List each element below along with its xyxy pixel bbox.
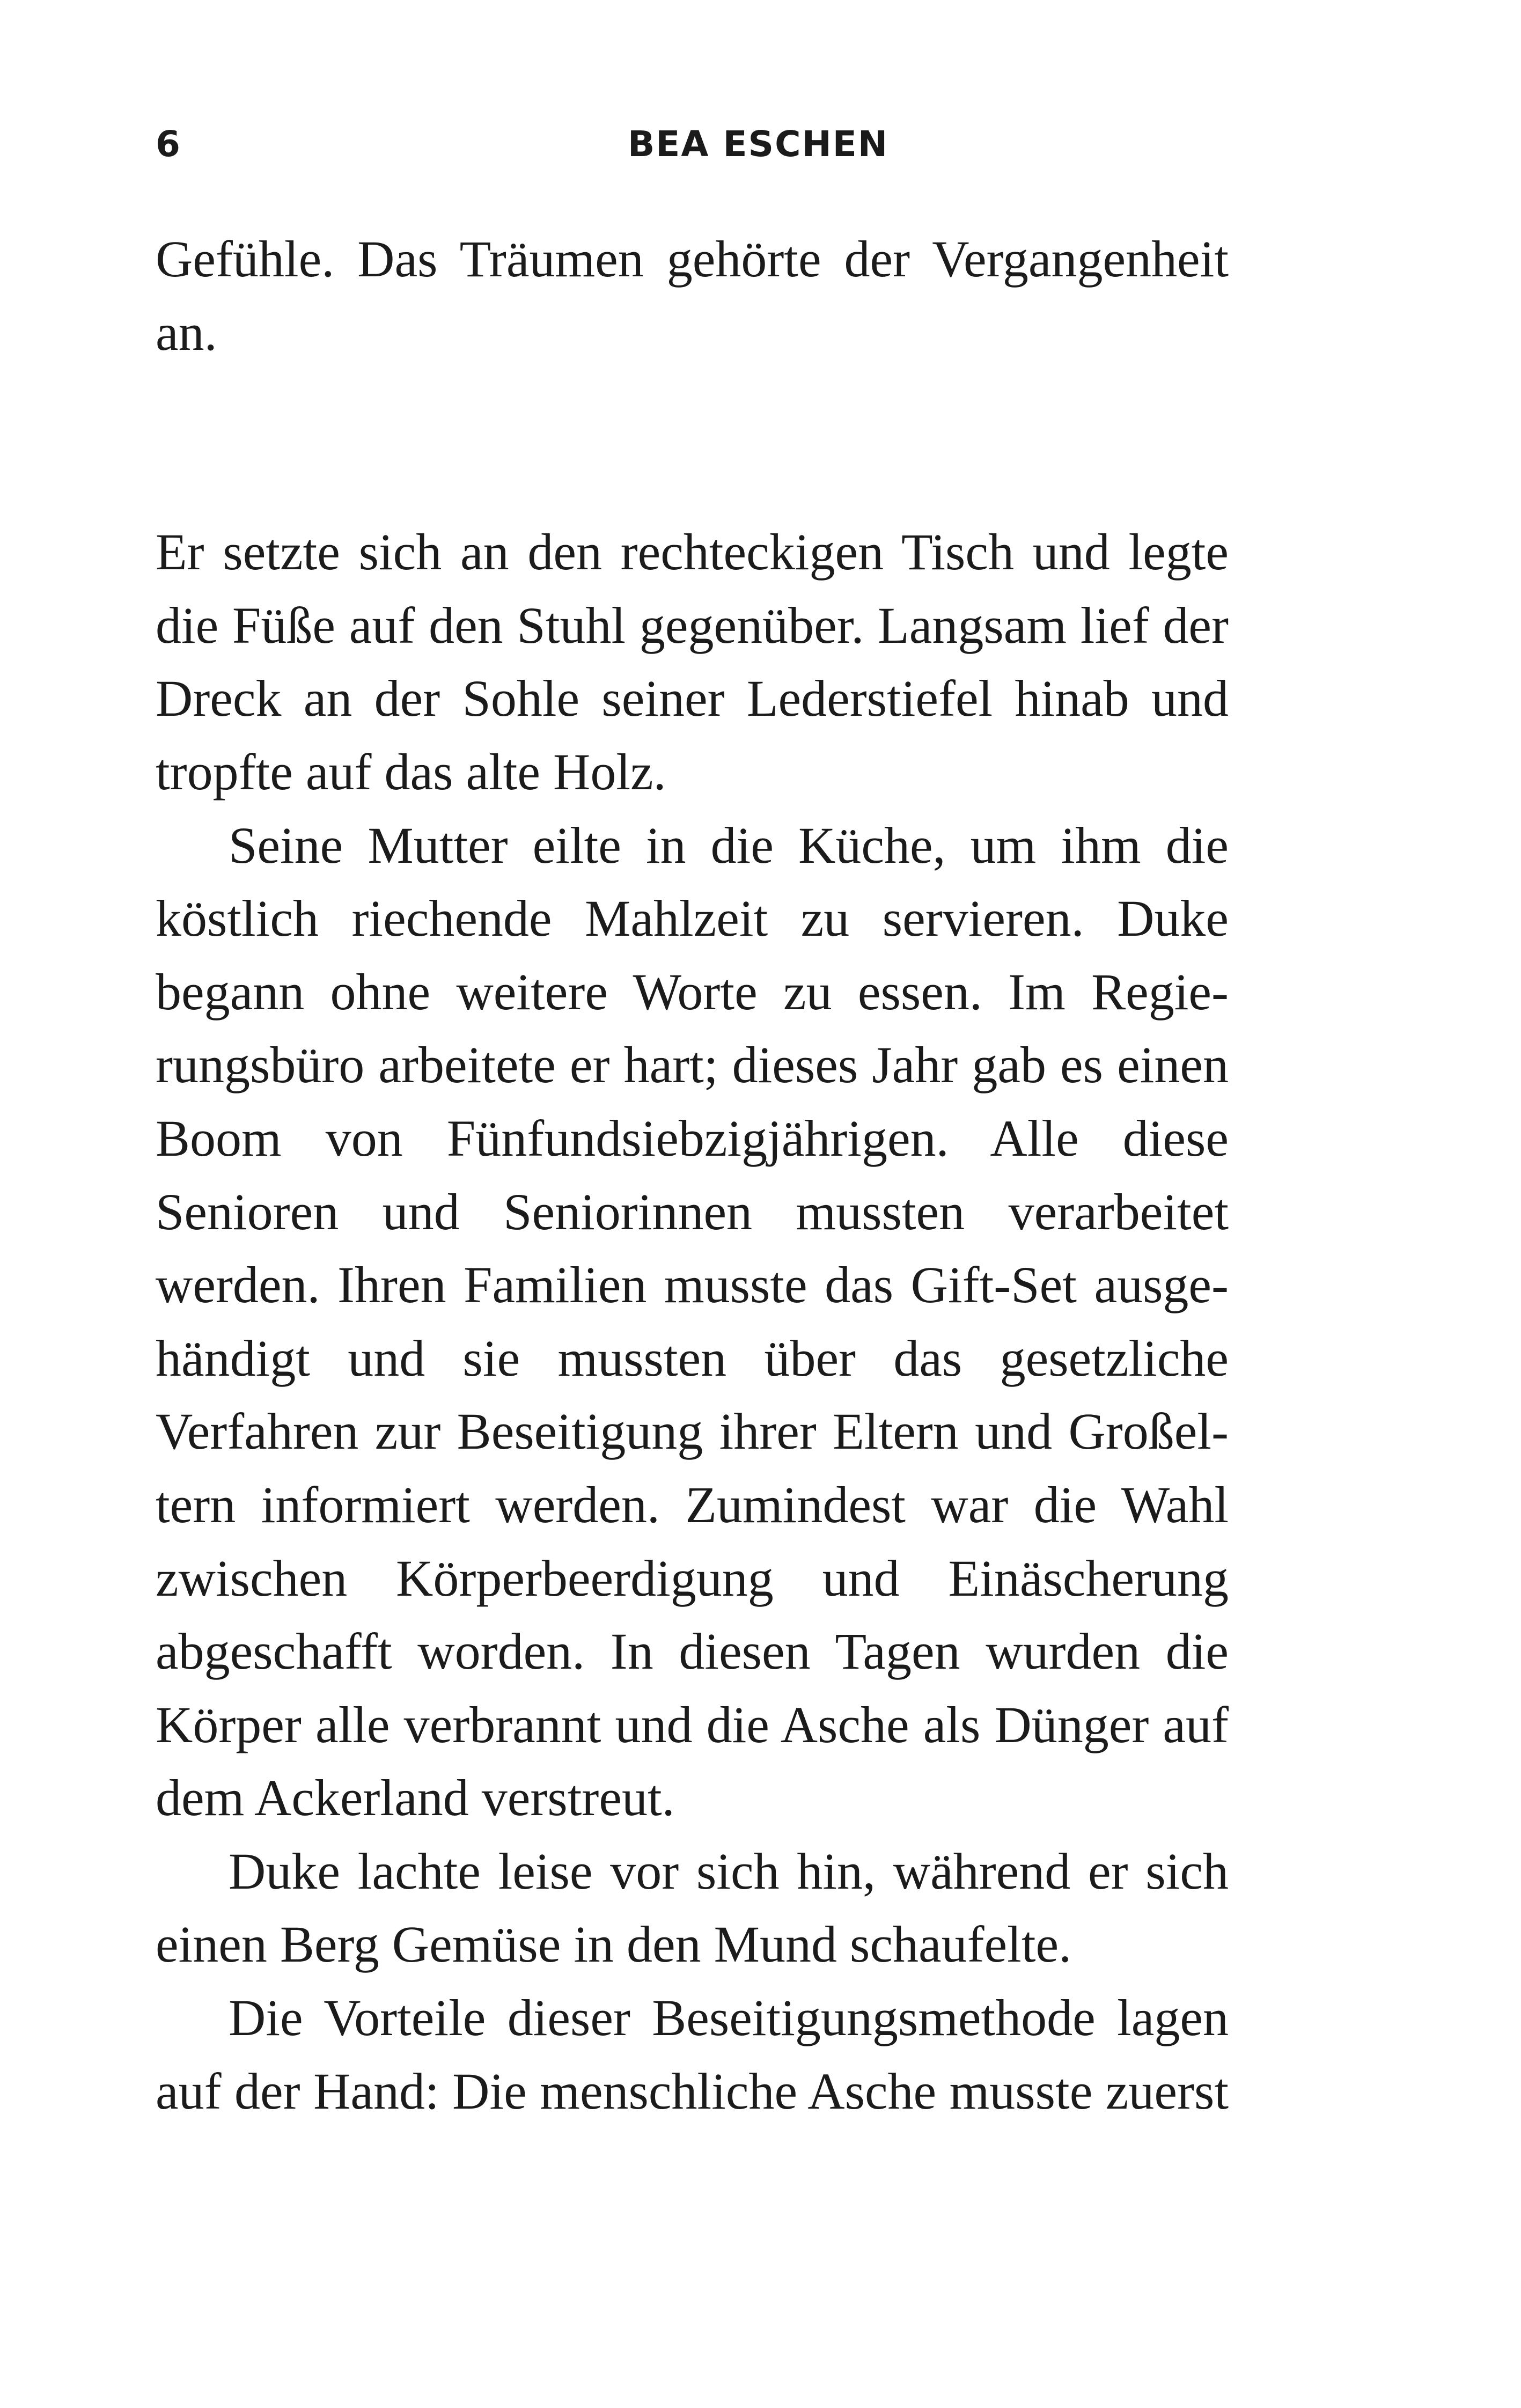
paragraph-2 — [156, 516, 1229, 809]
text-line: köstlich riechende Mahlzeit zu servieren. Duke — [156, 890, 1229, 948]
paragraph-1 — [156, 223, 1229, 369]
text-line: tern informiert werden. Zumindest war die Wahl — [156, 1475, 1229, 1533]
text-line: Senioren und Seniorinnen mussten verarbeitet — [156, 1183, 1229, 1240]
text-line: tropfte auf das alte Holz. — [156, 743, 666, 801]
body-text — [156, 223, 1229, 2128]
text-line: Duke lachte leise vor sich hin, während er sich — [229, 1842, 1229, 1900]
text-line: an. — [156, 303, 217, 361]
text-line: einen Berg Gemüse in den Mund schaufelte. — [156, 1915, 1072, 1973]
text-line: auf der Hand: Die menschliche Asche musste zuerst — [156, 2062, 1229, 2120]
paragraph-5 — [156, 1981, 1229, 2128]
text-line: dem Ackerland verstreut. — [156, 1769, 675, 1827]
text-line: werden. Ihren Familien musste das Gift-Set ausge- — [156, 1256, 1229, 1314]
page-header — [156, 123, 1229, 172]
text-line: Boom von Fünfundsiebzigjährigen. Alle diese — [156, 1109, 1229, 1167]
page-number: 6 — [156, 123, 181, 165]
text-line: Seine Mutter eilte in die Küche, um ihm die — [229, 816, 1229, 874]
running-head-author: BEA ESCHEN — [628, 123, 889, 165]
paragraph-4 — [156, 1835, 1229, 1981]
text-line: Körper alle verbrannt und die Asche als Dünger auf — [156, 1695, 1229, 1753]
section-break — [156, 369, 1229, 516]
text-line: Dreck an der Sohle seiner Lederstiefel hinab und — [156, 670, 1229, 728]
text-line: Gefühle. Das Träumen gehörte der Vergangenheit — [156, 230, 1229, 288]
text-line: zwischen Körperbeerdigung und Einäscherung — [156, 1549, 1229, 1607]
text-line: Er setzte sich an den rechteckigen Tisch und legte — [156, 523, 1229, 581]
text-line: händigt und sie mussten über das gesetzliche — [156, 1329, 1229, 1387]
text-line: Die Vorteile dieser Beseitigungsmethode lagen — [229, 1989, 1229, 2047]
text-line: begann ohne weitere Worte zu essen. Im Regie- — [156, 963, 1229, 1021]
text-line: rungsbüro arbeitete er hart; dieses Jahr gab es einen — [156, 1036, 1229, 1094]
text-line: die Füße auf den Stuhl gegenüber. Langsam lief der — [156, 596, 1229, 654]
text-line: abgeschafft worden. In diesen Tagen wurden die — [156, 1623, 1229, 1680]
text-line: Verfahren zur Beseitigung ihrer Eltern und Großel- — [156, 1403, 1229, 1460]
paragraph-3 — [156, 809, 1229, 1835]
